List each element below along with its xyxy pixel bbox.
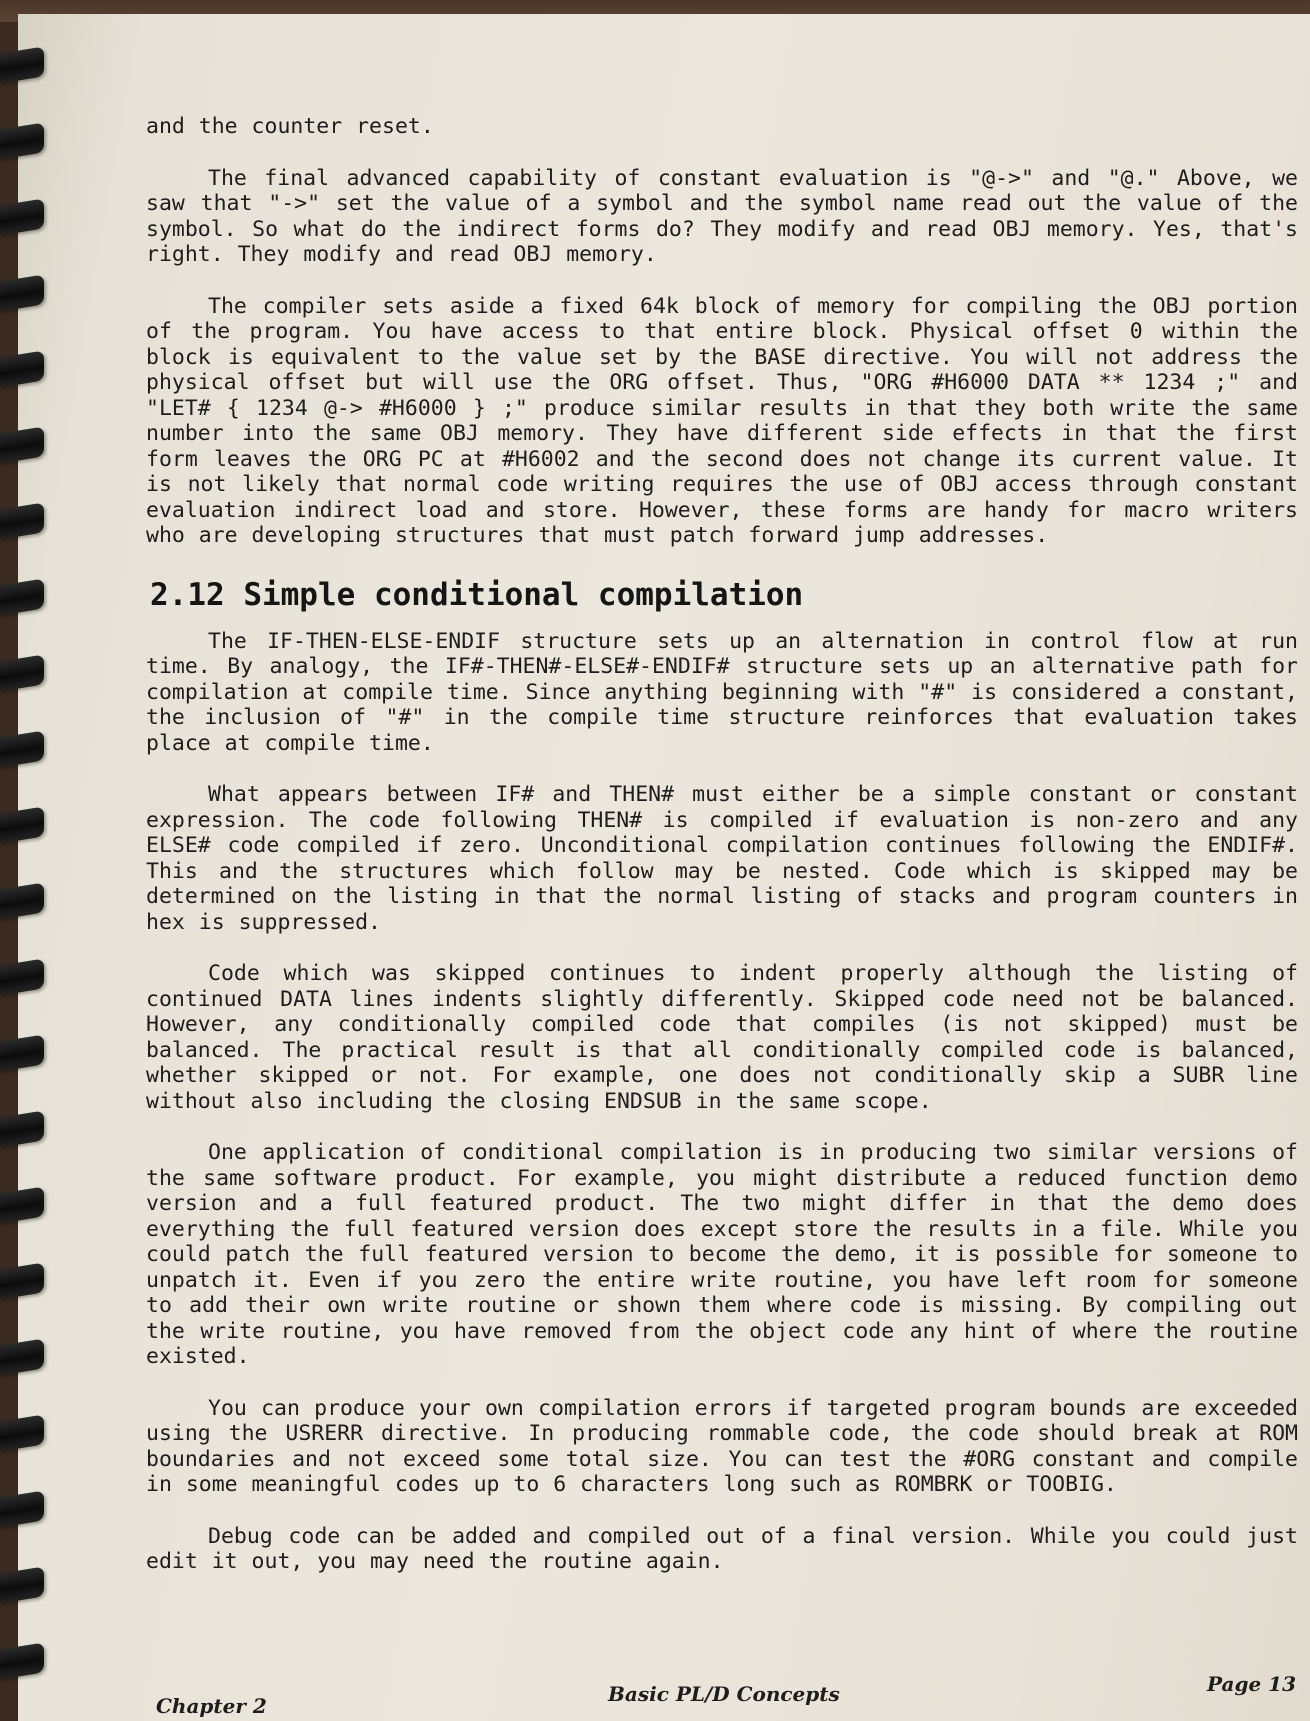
section-heading: 2.12 Simple conditional compilation: [150, 576, 804, 613]
binding-coil: [0, 1491, 44, 1528]
binding-coil: [0, 427, 44, 464]
paragraph-obj-memory: The compiler sets aside a fixed 64k block of memory for compiling the OBJ portion of the program. You have access to that entire block. Physical offset 0 within the block is equivalent to the value set by the BASE directive. You will not address the physical offset but will use the ORG offset. Thus, "ORG #H6000 DATA ** 1234 ;" and "LET# { 1234 @-> #H6000 } ;" produce similar results in that they both write the same number into the same OBJ memory. They have different side effects in that the first form leaves the ORG PC at #H6002 and the second does not change its current value. It is not likely that normal code writing requires the use of OBJ access through constant evaluation indirect load and store. However, these forms are handy for macro writers who are developing structures that must patch forward jump addresses.: [146, 293, 1298, 548]
binding-coil: [0, 1567, 44, 1604]
binding-coil: [0, 351, 44, 388]
binding-coil: [0, 731, 44, 768]
document-page: [18, 14, 1310, 1721]
binding-coil: [0, 1263, 44, 1300]
paragraph-counter-reset: and the counter reset.: [146, 114, 434, 139]
binding-coil: [0, 275, 44, 312]
binding-coil: [0, 1111, 44, 1148]
binding-coil: [0, 1187, 44, 1224]
binding-coil: [0, 655, 44, 692]
page-body: [146, 114, 1298, 1601]
binding-coil: [0, 579, 44, 616]
spiral-binding: [0, 0, 60, 1721]
binding-coil: [0, 1035, 44, 1072]
binding-coil: [0, 1643, 44, 1680]
binding-coil: [0, 503, 44, 540]
binding-coil: [0, 1415, 44, 1452]
binding-coil: [0, 1339, 44, 1376]
paragraph-application: One application of conditional compilation is in producing two similar versions of the same software product. For example, you might distribute a reduced function demo version and a full featured product. The two might differ in that the demo does everything the full featured version does except store the results in a file. While you could patch the full featured version to become the demo, it is possible for someone to unpatch it. Even if you zero the entire write routine, you have left room for someone to add their own write routine or shown them where code is missing. By compiling out the write routine, you have removed from the object code any hint of where the routine existed.: [146, 1140, 1298, 1369]
paragraph-constant-expression: What appears between IF# and THEN# must either be a simple constant or constant expression. The code following THEN# is compiled if evaluation is non-zero and any ELSE# code compiled if zero. Unconditional compilation continues following the ENDIF#. This and the structures which follow may be nested. Code which is skipped may be determined on the listing in that the normal listing of stacks and program counters in hex is suppressed.: [146, 782, 1298, 935]
binding-coil: [0, 123, 44, 160]
binding-coil: [0, 199, 44, 236]
paragraph-debug-code: Debug code can be added and compiled out of a final version. While you could just edit it out, you may need the routine again.: [146, 1523, 1298, 1574]
paragraph-skipped-code: Code which was skipped continues to indent properly although the listing of continued DATA lines indents slightly differently. Skipped code need not be balanced. However, any conditionally compiled code that compiles (is not skipped) must be balanced. The practical result is that all conditionally compiled code is balanced, whether skipped or not. For example, one does not conditionally skip a SUBR line without also including the closing ENDSUB in the same scope.: [146, 961, 1298, 1114]
paragraph-if-then-else: The IF-THEN-ELSE-ENDIF structure sets up an alternation in control flow at run time. By analogy, the IF#-THEN#-ELSE#-ENDIF# structure sets up an alternative path for compilation at compile time. Since anything beginning with "#" is considered a constant, the inclusion of "#" in the compile time structure reinforces that evaluation takes place at compile time.: [146, 628, 1298, 756]
binding-coil: [0, 47, 44, 84]
footer-chapter: Chapter 2: [156, 1694, 267, 1718]
binding-coil: [0, 807, 44, 844]
paragraph-usrerr: You can produce your own compilation errors if targeted program bounds are exceeded using the USRERR directive. In producing rommable code, the code should break at ROM boundaries and not exceed some total size. You can test the #ORG constant and compile in some meaningful codes up to 6 characters long such as ROMBRK or TOOBIG.: [146, 1395, 1298, 1497]
paragraph-indirect-forms: The final advanced capability of constant evaluation is "@->" and "@." Above, we saw that "->" set the value of a symbol and the symbol name read out the value of the symbol. So what do the indirect forms do? They modify and read OBJ memory. Yes, that's right. They modify and read OBJ memory.: [146, 165, 1298, 267]
footer-page-number: Page 13: [1207, 1672, 1296, 1696]
footer-title: Basic PL/D Concepts: [608, 1682, 840, 1706]
binding-coil: [0, 959, 44, 996]
binding-coil: [0, 883, 44, 920]
